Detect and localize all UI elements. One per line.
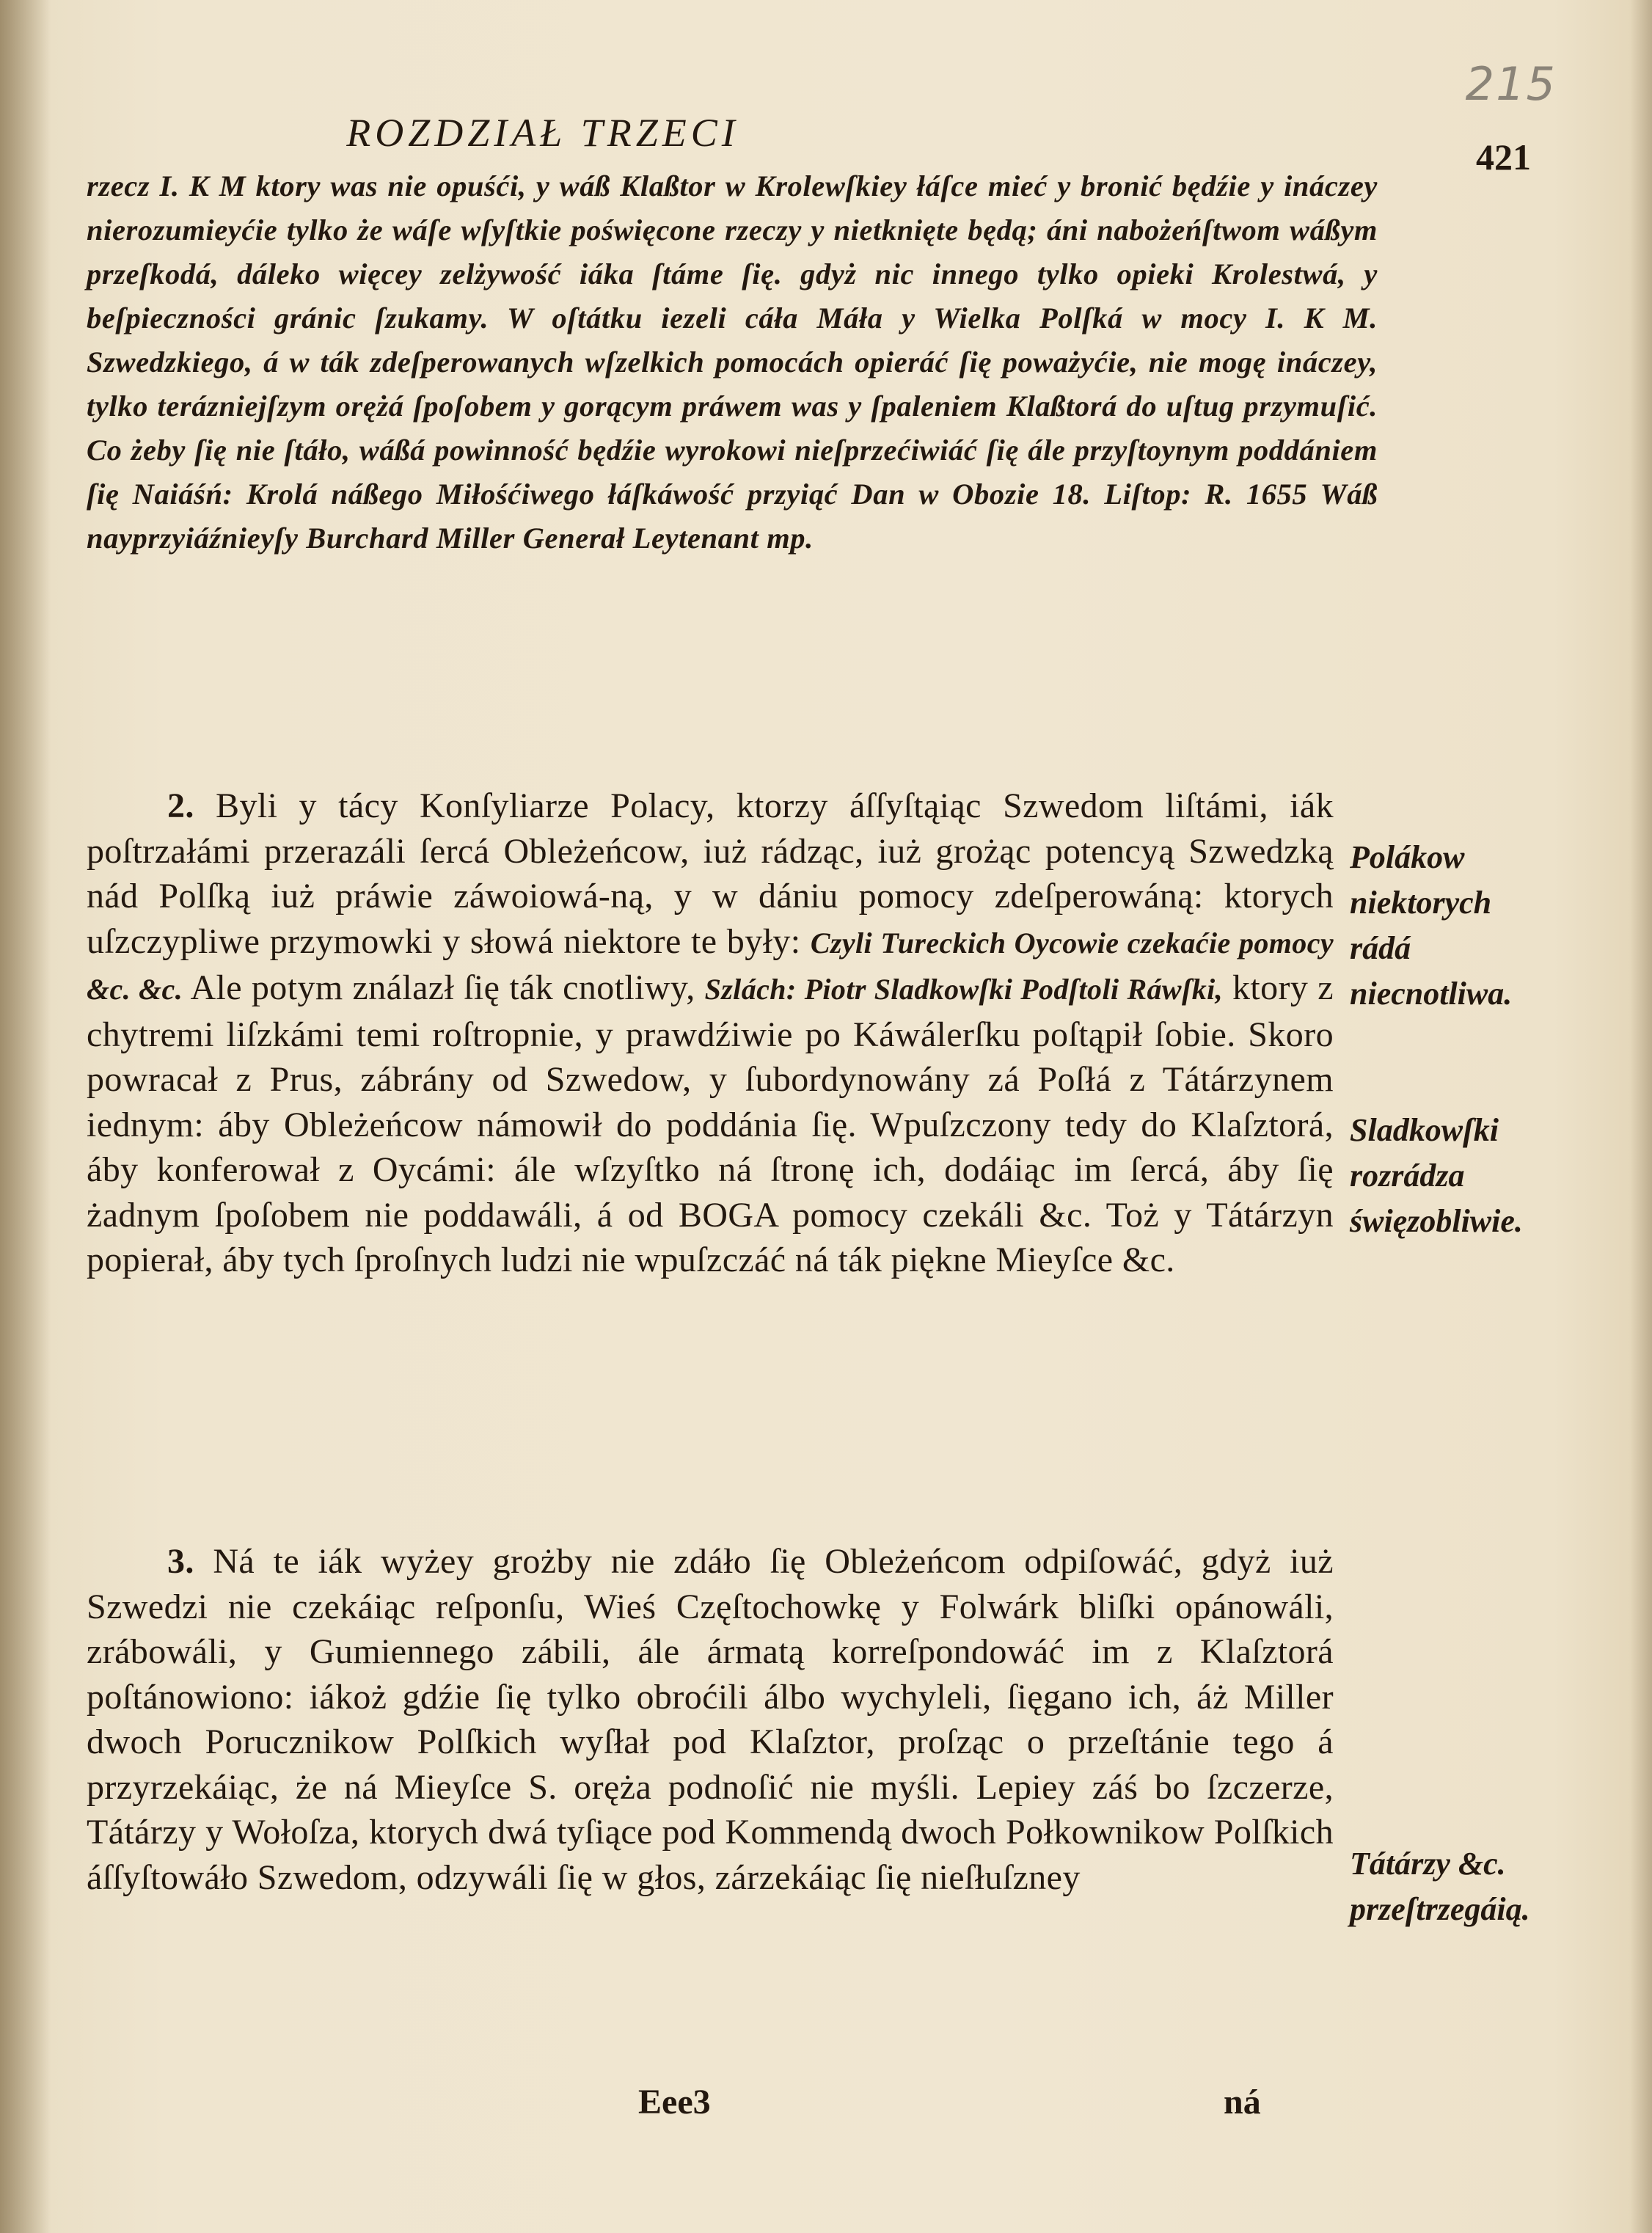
paragraph-3 [87,1539,1334,1900]
gutter-shadow [0,0,51,2233]
letter-quotation [87,164,1378,560]
signature-mark: Eee3 [638,2083,711,2121]
running-head: ROZDZIAŁ TRZECI [346,111,739,155]
paragraph-text: Byli y tácy Konſyliarze Polacy, ktorzy áſſyſtąiąc Szwedom liſtámi, iák poſtrzałámi przerazáli ſercá Obleżeńcow, iuż rádząc, iuż grożąc potencyą Szwedzką nád Polſką iuż práwie záwoiowá-ną, y w dániu pomocy zdeſperowáną: ktorych uſzczypliwe przymowki y słowá niektore te były: [87,786,1334,961]
paragraph-text: Ná te iák wyżey grożby nie zdáło ſię Obleżeńcom odpiſowáć, gdyż iuż Szwedzi nie czekáiąc reſponſu, Wieś Częſtochowkę y Folwárk bliſki opánowáli, zrábowáli, y Gumiennego zábili, ále ármatą korreſpondowáć im z Klaſztorá poſtánowiono: iákoż gdźie ſię tylko obroćili álbo wychyleli, ſięgano ich, áż Miller dwoch Porucznikow Polſkich wyſłał pod Klaſztor, proſząc o przeſtánie tego á przyrzekáiąc, że ná Mieyſce S. oręża podnoſić nie myśli. Lepiey záś bo ſzczerze, Tátárzy y Wołoſza, ktorych dwá tyſiące pod Kommendą dwoch Połkownikow Polſkich áſſyſtowáło Szwedom, odzywáli ſię w głos, zárzekáiąc ſię nieſłuſzney [87,1542,1334,1897]
catchword: ná [1224,2083,1261,2121]
paragraph-text: ktory z chytremi liſzkámi temi roſtropnie, y prawdźiwie po Káwálerſku poſtąpił ſobie. Skoro powracał z Prus, zábrány od Szwedow, y ſubordynowány zá Poſłá z Tátárzynem iednym: áby Obleżeńcow námowił do poddánia ſię. Wpuſzczony tedy do Klaſztorá, áby konferował z Oycámi: ále wſzyſtko ná ſtronę ich, dodáiąc im ſercá, áby ſię żadnym ſpoſobem nie poddawáli, á od BOGA pomocy czekáli &c. Toż y Tátárzyn popierał, áby tych ſproſnych ludzi nie wpuſzczáć ná ták piękne Mieyſce &c. [87,968,1334,1279]
paragraph-number: 2. [167,786,194,825]
letter-text: rzecz I. K M ktory was nie opuśći, y wáß Klaßtor w Krolewſkiey łáſce mieć y bronić będźie y ináczey nierozumieyćie tylko że wáſe wſyſtkie poświęcone rzeczy y nietknięte będą; áni nabożeńſtwom wáßym przeſkodá, dáleko więcey zelżywość iáka ſtáme ſię. gdyż nic innego tylko opieki Krolestwá, y beſpieczności gránic ſzukamy. W oſtátku iezeli cáła Máła y Wielka Polſká w mocy I. K M. Szwedzkiego, á w ták zdeſperowanych wſzelkich pomocách opieráć ſię poważyćie, nie mogę ináczey, tylko terázniejſzym orężá ſpoſobem y gorącym práwem was y ſpaleniem Klaßtorá do uſtug przymuſić. Co żeby ſię nie ſtáło, wáßá powinność będźie wyrokowi nieſprzećiwiáć ſię ále przyſtoynym poddániem ſię Naiáśń: Krolá náßego Miłośćiwego łáſkáwość przyiąć Dan w Obozie 18. Liſtop: R. 1655 Wáß nayprzyiáźnieyſy Burchard Miller Generał Leytenant mp. [87,169,1378,555]
paragraph-text: Ale potym ználazł ſię ták cnotliwy, [190,968,695,1007]
marginal-note: Sladkowſki rozrádza święzobliwie. [1350,1112,1523,1239]
page-number: 421 [1476,136,1531,178]
italic-name: Szlách: Piotr Sladkowſki Podſtoli Ráwſki, [704,973,1224,1006]
marginal-note: Tátárzy &c. przeſtrzegáią. [1350,1846,1530,1927]
paragraph-number: 3. [167,1542,194,1581]
paragraph-2 [87,783,1334,1283]
marginal-note: Polákow niektorych rádá niecnotliwa. [1350,839,1513,1012]
pencil-folio-number: 215 [1465,57,1557,111]
page-edge [1630,0,1652,2233]
italic-quote: Czyli Tureckich Oycowie czekaćie pomocy &c. &c. [87,926,1334,1006]
